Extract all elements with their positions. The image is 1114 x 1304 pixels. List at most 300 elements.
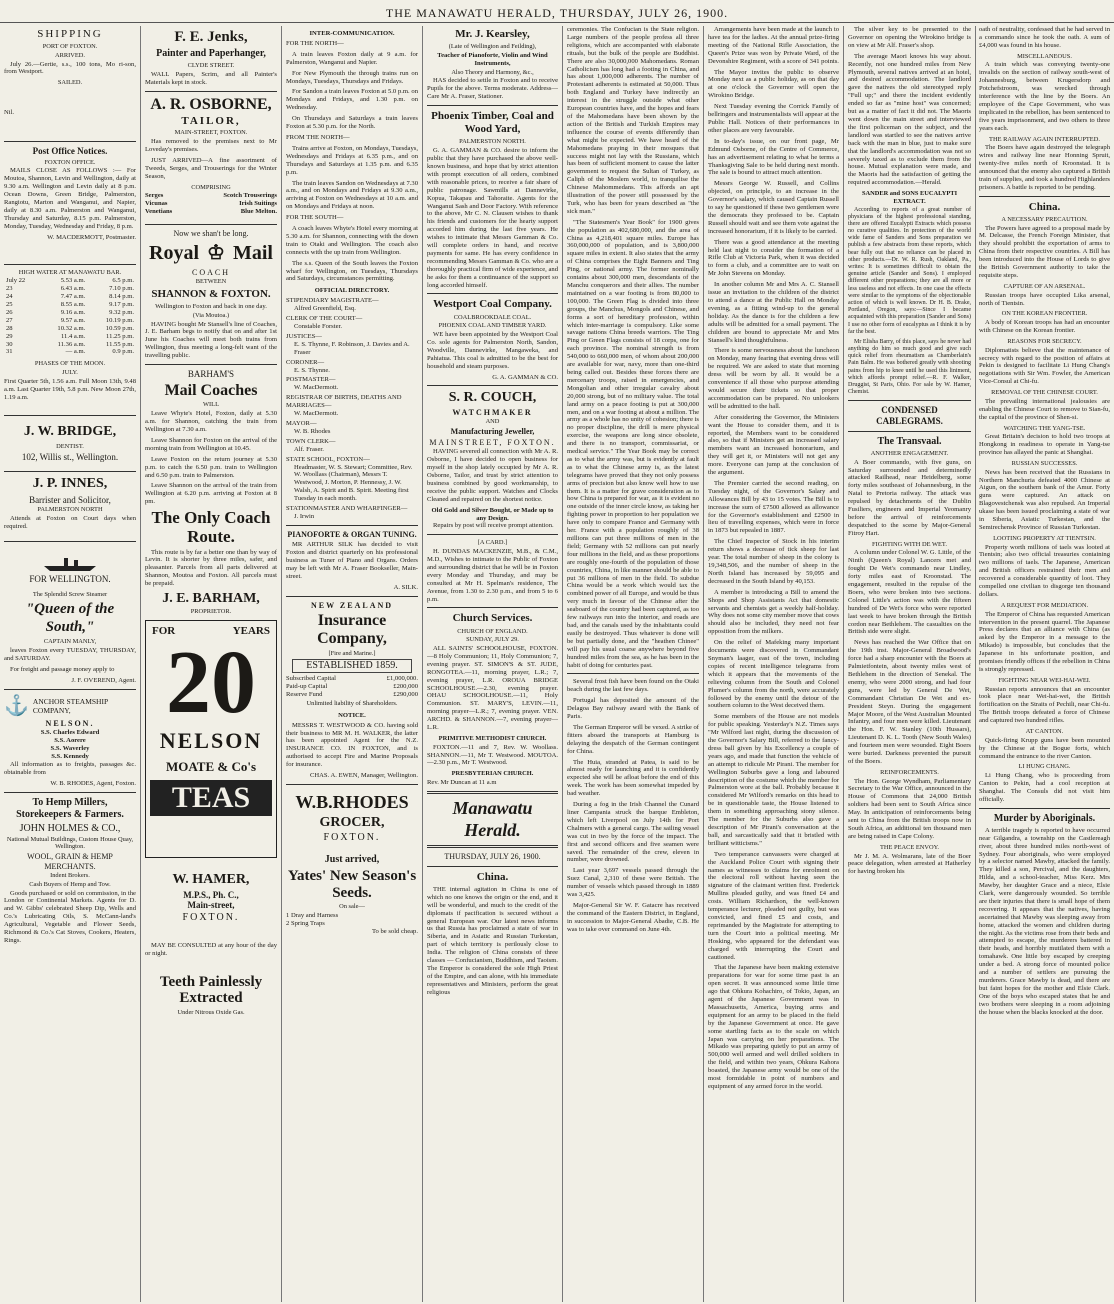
tide-table [4, 277, 136, 356]
tide-cell: 11.36 a.m. [57, 340, 86, 348]
wellington-heading: FOR WELLINGTON. [29, 573, 111, 584]
sale-item: 2 Spring Traps [286, 919, 325, 927]
tide-row [4, 277, 136, 285]
church-body: ALL SAINTS' SCHOOLHOUSE, FOXTON.—8 Holy Communion; 11, Holy Communion; 7, evening prayer. ST. SIMON'S & ST. JUDE, RONGOTEA.—11, morning prayer, L.R.; 7, evening prayer, L.R. OROUA BRIDGE SCHOOLHOUSE.—2.30, evening prayer. OHAU SCHOOLHOUSE.—11, Holy Communion. ST. MARY'S, LEVIN.—11, morning prayer—L.R.; 7, evening prayer. VEN. ARCHD. & SHANNON.—7, evening prayer—L.R. [427, 644, 558, 732]
moon-month: JULY. [62, 369, 78, 377]
frost-fish: Several frost fish have been found on the Otaki beach during the last few days. [567, 678, 699, 694]
li-hung-body: Li Hung Chang, who is proceeding from Canton to Pekin, had a cool reception at Shanghai. The Consuls did not visit him officially. [979, 772, 1110, 803]
arsenal: CAPTURE OF AN ARSENAL. [1003, 282, 1086, 290]
russian-body: News has been received that the Russians in Northern Manchuria defeated 4000 Chinese at Aigun, on the southern bank of the Amur. Forty guns were captured. An attack on Blagovestchensk was also repulsed. An Imperial ukase has been issued proclaiming a state of war in Siberia, Asiatic Turkestan, and the Semirechensk Province of Russian Turkestan. [979, 468, 1110, 531]
piano-sign: A. SILK. [393, 583, 418, 591]
fighting-de-wet: FIGHTING WITH DE WET. [872, 540, 947, 548]
c6-body-3: Next Tuesday evening the Corrick Family of bellringers and instrumentalists will appear at the Public Hall. Notices of their performances in other places are very favourable. [708, 103, 839, 134]
only-route-body: This route is by far a better one than by way of Levin. It is shorter by three miles, safer, and pleasanter. Parcels from all parts delivered at Shannon, Moutoa and Foxton. All parcels must be prepaid. [145, 548, 277, 588]
agent-1: J. F. OVEREND, Agent. [71, 676, 136, 684]
tide-cell: 26 [6, 308, 13, 316]
column-7 [848, 26, 971, 1302]
ship-name: S.S. Aorere [54, 737, 86, 745]
c5-body-2: "The Statesmen's Year Book" for 1900 gives the population as 402,680,000, and the area of China as 4,218,401 square miles. Europe has 360,000,000 of population, and is 3,800,000 square miles in extent. It also states that the army of China comprises the Eight Banners and Ting Ping, or national army. The former nominally contains about 300,000 men, descendants of the Manchu conquerors and their allies. The number maintained on a war footing is from 80,000 to 100,000. The Green Flag is divided into three groups, the Manchus, Mongols and Chinese, and forms a sort of hereditary profession, within which inter-marriage is compulsory. Like some savage nations China breeds warriors. The Ting Ping or Green Flags consists of 18 corps, one for each province. The nominal strength is from 540,000 to 660,000 men, of whom about 200,000 are available for war, navy, more than one-third being called out. Besides these forces there are mercenary troops, raised in emergencies, and Mongolian and other irregular cavalry about 20,000 strong, but of no military value. The total land army on a peace footing is put at 300,000 men, and on a war footing at about a million. The army as a whole has no unity of cohesion; there is no proper discipline, the drill is mere physical exercise, the weapons are long since obsolete, and there is no transport, commissariat, or medical service." The Year Book may be correct as to what the army was, but is evidently at fault as to what the Chinese army is, as the latest telegrams have proved that they not only possess arms of precision but also know well how to use them. It is a matter for grave consideration as to how China is prepared for war, as it is evident no one outside of the inner circle know, as taking her fighting power in proportion to her population we have only to compare France and Germany with her. France with a population roughly of 38 millions can put three millions of men in the field; Germany with 52 millions can put nearly four millions in the field, and as these proportions are roughly one-fourth of the population of those countries, China, in like manner should be able to put 36 millions of men in the field. To subdue China would be a work which would tax the combined power of all Europe, and would be thus very much in favour of the Chinese after the seaboard of the country had been captured, as too few railways run into the interior, and roads are bad, and the canals used by the inhabitants could easily be destroyed. Thus whatever is done will be but partially done, and the "heathen Chinee" will pay his usual coarse anywhere beyond five hundred miles from the sea, as he has been in the habit of doing for centuries past. [567, 218, 699, 669]
couch-name: S. R. COUCH, [448, 390, 537, 406]
tide-cell: 8.55 a.m. [60, 301, 86, 309]
captain: CAPTAIN MANLY, [43, 638, 97, 646]
tide-cell: 11.55 p.m. [106, 340, 134, 348]
nelson-heading: NELSON. [45, 718, 95, 728]
directory-label: POSTMASTER— [286, 376, 336, 384]
yangtse-body: Great Britain's decision to hold two troops at Hongkong in readiness to operate in Yang-tse province has allayed the panic at Shanghai. [979, 433, 1110, 457]
teeth-heading: Teeth Painlessly Extracted [159, 973, 263, 1007]
canton-body: Quick-firing Krupp guns have been mounted by the Chinese at the Bogue forts, which command the entrance to the river Canton. [979, 736, 1110, 760]
post-office-sub: FOXTON OFFICE. [44, 158, 96, 166]
north-4: On Thursdays and Saturdays a train leaves Foxton at 5.30 p.m. for the North. [286, 115, 418, 131]
port-heading: PORT OF FOXTON. [42, 43, 98, 51]
fog: During a fog in the Irish Channel the Cunard liner Campania struck the barque Embleton, which left Liverpool on July 14th for Port Chalmers with a general cargo. The sailing vessel was cut in two by the force of the impact. The first and second officers and five seamen were saved. The remainder of the crew, eleven in number, were drowned. [567, 801, 699, 864]
railway-body: The Boers have again destroyed the telegraph wires and railway line near Honning Spruit, twenty-five miles north of Kroonstad. It is announced that the enemy also captured a British train of supplies, and took a hundred Highlanders prisoners. A battle is reported to be pending. [979, 144, 1110, 191]
arrived-heading: ARRIVED. [55, 51, 85, 59]
insurance-company: Insurance Company, [317, 612, 387, 648]
moate-word: MOATE & Co's [165, 758, 257, 774]
yates-seeds: Yates' New Season's Seeds. [287, 868, 417, 901]
just-arrived: Just arrived, [324, 854, 380, 866]
osborne-body: Has removed to the premises next to Mr Loveday's premises. [145, 137, 277, 153]
agent-2: W. B. RHODES, Agent, Foxton. [50, 779, 136, 787]
tide-cell: 9.32 p.m. [109, 308, 134, 316]
column-8 [979, 26, 1110, 1302]
capital-value: Reserve Fund [286, 691, 323, 699]
directory-value: Constable Forster. [294, 323, 342, 330]
royal-word: Royal [149, 241, 199, 264]
capital-value: £290,000 [393, 691, 418, 699]
coach-word: COACH [191, 267, 230, 277]
russian-successes: RUSSIAN SUCCESSES. [1011, 459, 1078, 467]
kearsley-name: Mr. J. Kearsley, [455, 28, 530, 40]
couch-body: HAVING severed all connection with Mr A. R. Osborne, I have decided to open business for myself in the shop lately occupied by Mr A. R. Osborne, Tailor, and trust by strict attention to business combined by good workmanship, to receive the public support. Watches and Clocks Cleaned and repaired on the shortest notice. [427, 448, 558, 503]
sailed-text: Nil. [4, 109, 15, 117]
c6-body-8: There is some nervousness about the luncheon on Monday, many fearing that evening dress will be required. We are asked to state that morning dress will be worn by all. It would be a convenience if all those who purpose attending would secure their tickets so that proper accommodation can be prepared. No unlookers will be admitted to the hall. [708, 347, 839, 410]
tide-cell: 10.32 a.m. [57, 324, 86, 332]
column-6 [708, 26, 839, 1302]
coach-via-moutoa: (Via Moutoa.) [192, 311, 230, 319]
church-services-title: Church Services. [452, 612, 533, 625]
tide-cell: 27 [6, 316, 13, 324]
church-of-england: CHURCH OF ENGLAND. [457, 627, 528, 635]
hamer-address: Main-street, [187, 900, 235, 911]
north-2: For New Plymouth the through trains run on Mondays, Tuesdays, Thursdays and Fridays. [286, 69, 418, 85]
innes-name: J. P. INNES, [32, 475, 108, 491]
directory-value: Alfred Greenfield, Esq. [294, 305, 356, 313]
fabric-row [145, 192, 277, 200]
steamer-intro: The Splendid Screw Steamer [32, 590, 108, 598]
column-rule [703, 26, 704, 1302]
directory-label: STATE SCHOOL, FOXTON— [286, 455, 370, 463]
c7-body-2: The average Maori knows his way about. Recently, not one hundred miles from New Plymouth, several natives arrived at an hotel, and desired accommodation. The landlord gave the natives the old stereotyped reply "Full up;" and there the incident evidently ended so far as "mine host" was concerned; but as a matter of fact it did not. The Maoris went down the main street and interviewed the first policeman on the subject, and the landlord was startled to see the natives arrive back with the man in blue, just to make sure that the landlord's accommodation was not so severely taxed as to exclude them from the house. Mutual explanation were made, and the Maoris had the satisfaction of getting the required accommodation.—Herald. [848, 52, 971, 187]
tide-row [4, 333, 136, 341]
fabric-name: Scotch Trouserings [223, 192, 277, 200]
comprising: COMPRISING [191, 183, 231, 191]
column-3 [286, 26, 418, 1302]
tide-row [4, 325, 136, 333]
official-directory-title: OFFICIAL DIRECTORY. [314, 287, 390, 295]
coach-via: Wellington to Foxton and back in one day. [155, 302, 267, 310]
westport-sub: COALBROOKDALE COAL. [453, 313, 532, 321]
masthead: THE MANAWATU HERALD, THURSDAY, JULY 26, 1900. [0, 0, 1114, 23]
c6-body-12: A member is introducing a Bill to amend the Shops and Shop Assistants Act that domestic servants and chemists get a weekly half-holiday. Why does not some city member move that cows should also be included, they need not fear opposition from the milkers. [708, 588, 839, 636]
years-word: YEARS [232, 625, 270, 638]
column-5 [567, 26, 699, 1302]
directory-label: MAYOR— [286, 419, 317, 427]
capital-row [286, 683, 418, 691]
post-office-sign: W. MACDERMOTT, Postmaster. [47, 233, 136, 241]
column-2 [145, 26, 277, 1302]
portugal: Portugal has deposited the amount of the Delagoa Bay railway award with the Bank of Paris. [567, 697, 699, 721]
c6-body-5: Messrs George W. Russell, and Collins objected, on principle, to an increase in the Governor's salary, which caused Captain Russell to say he questioned if these two gentlemen were the democrats they professed to be. Captain Russell should wait and see them vote against the increased honorarium, if it is likely to be carried. [708, 180, 839, 235]
fabric-name: Irish Suitings [239, 200, 277, 208]
c5-body-1: ceremonies. The Confucian is the State religion. Large numbers of the people profess all three religions, which are accompanied with elaborate rituals, but the bulk of the people are Buddhist. There are also 30,000,000 Mahomedans. Roman Catholicism has long had a footing in China, and has about 1,000,000 adherents. The number of Protestant adherents is estimated at 50,000. Thus both England and Turkey have indirectly an interest in the struggle outside what other European countries have, and the hopes and fears of the Mahomedans have been shown by the action of the British and Turkish Empires may influence the course of events differently than what might be expected. We have heard of the Mahomedans praying in their mosques that success might not lay with the Russians, which has been of sufficient moment to cause the latter government to request the Sultan of Turkey, as Caliph of the Moslem world, to tranquilise the Chinese Mahommedans. This affords an apt illustration of the power still possessed by the Turk, who has been for years described as "the sick man." [567, 26, 699, 215]
fire-marine: [Fire and Marine.] [328, 649, 376, 657]
mail-coach-3: Leave Foxton on the return journey at 5.30 p.m. to catch the 6.50 p.m. train to Wellington and 6.50 p.m. train to Palmerston. [145, 455, 277, 479]
ship-icon [4, 556, 136, 574]
for-north: FOR THE NORTH— [286, 39, 344, 47]
transvaal-heading: The Transvaal. [877, 435, 942, 447]
hemp-title: To Hemp Millers, Storekeepers & Farmers. [16, 796, 124, 820]
barry-body: Mr Elisha Barry, of this place, says he never had anything do him so much good and give such quick relief from rheumatism as Chamberlain's Pain Balm. He was bothered greatly with shooting pains from hip to knee until he used this liniment, which affords prompt relief.—R. F. Walker, Druggist, St Paris, Ohio. For sale by W. Hamer, Chemist. [848, 338, 971, 396]
news-body: News has reached the War Office that on the 19th inst. Major-General Broadwood's force had a sharp encounter with the Boers at Palmietfontein, about twenty miles west of Bethlehem in the direction of Senekal. The enemy, who were 2000 strong, and had four guns, were led by General De Wet, Commandant Christian De Wet and ex-President Steyn. During the engagement Major Moore, of the West Australian Mounted Infantry, and four men were killed. Lieutenant the Hon. F. W. Stanley (10th Hussars), Lieutenant D. K. L. Tooth (New South Wales) and fourteen men were wounded. Eight Boers were buried. Darkness prevented the pursuit of the Boers. [848, 639, 971, 765]
tide-cell: 11.4 a.m. [60, 332, 86, 340]
manufacturing-jeweller: Manufacturing Jeweller, [450, 427, 535, 437]
shipping-heading: SHIPPING [37, 28, 103, 40]
crown-icon: ♔ [207, 241, 225, 264]
c6-body-9: After considering the Governor, the Ministers want the House to consider them, and it is reported, the Members want to be considered also, so that if Ministers get an increased salary members want an increased honorarium, and they will get it, or Ministers will not get any more. Everyone can jump at the conclusion of the argument. [708, 413, 839, 477]
freight-text: For freight and passage money apply to [10, 665, 115, 673]
on-sale: On sale— [339, 903, 365, 911]
mediation: A REQUEST FOR MEDIATION. [1000, 601, 1089, 609]
murder-body: A terrible tragedy is reported to have occurred near Gilgandra, a township on the Castlereagh river, about three hundred miles north-west of Sydney. Four aboriginals, who were employed by a selector named Mawby, attacked the family. They killed a son, Percival, and the daughters, Hilda, and a school-teacher, Miss Kerz. Mrs Mawby, her daughter Grace and a niece, Elsie Clark, were dangerously wounded. So terrible are their injuries that there is small hope of them recovering. It appears that the natives, having ascertained that Mawby was sleeping away from home, attacked the women and children during the night. As the victims rose from their beds and attempted to escape, the murderers battered in their heads, and horribly mutilated them with a tomahawk. One little boy escaped by creeping under a bed. A strong force of mounted police and a number of settlers are pursuing the murderers. Grace Mawby is dead, and there are but faint hopes for the mother and Elsie Clark. One of the boys who escaped states that he and two brothers were sleeping in a room adjoining the house when the blacks knocked at the door. [979, 826, 1110, 1016]
tide-cell: 25 [6, 301, 13, 309]
from-north-1: Trains arrive at Foxton, on Mondays, Tuesdays, Wednesdays and Fridays at 6.35 p.m., and on Thursdays and Saturdays at 1.35 p.m. and 6.35 p.m. [286, 144, 418, 176]
ship-name: S.S. Kennedy [51, 752, 89, 760]
mail-coaches: Mail Coaches [164, 381, 258, 399]
tailor-heading: TAILOR, [181, 115, 241, 128]
will: WILL [203, 401, 219, 409]
tide-row [4, 317, 136, 325]
innes-role: Barrister and Solicitor, [29, 494, 111, 505]
suez-vessels: Last year 3,697 vessels passed through the Suez Canal, 2,310 of these were British. The number of vessels which passed through in 1889 was 3,425. [567, 867, 699, 899]
from-north: FROM THE NORTH— [286, 133, 350, 141]
wei-hai-wei: FIGHTING NEAR WEI-HAI-WEI. [998, 676, 1091, 684]
sold-cheap: To be sold cheap. [371, 927, 418, 935]
directory-value: W. MacDermott. [294, 384, 339, 392]
precaution-body: The Powers have agreed to a proposal made by M. Delcasse, the French Foreign Minister, that they should prohibit the exportation of arms to China from their respective countries. A Bill has been introduced into the House of Lords to give the British Government authority to take the requisite steps. [979, 224, 1110, 279]
tide-cell: 29 [6, 332, 13, 340]
kearsley-role: Teacher of Pianoforte, Violin and Wind Instruments, [437, 51, 548, 67]
shannon-foxton: SHANNON & FOXTON. [151, 287, 271, 300]
arrived-text: July 26.—Gertie, s.s., 100 tons, Mo ri-son, from Westport. [4, 60, 136, 76]
tide-cell: 31 [6, 348, 13, 356]
tide-cell: 7.47 a.m. [60, 293, 86, 301]
mail-coach-1: Leave Whyte's Hotel, Foxton, daily at 5.30 a.m. for Shannon, catching the train from Wellington at 7.30 a.m. [145, 410, 277, 433]
sale-item: 1 Dray and Harness [286, 911, 339, 919]
anchor-company: ANCHOR STEAMSHIP COMPANY, [32, 696, 108, 715]
directory-value: W. MacDermott. [294, 410, 339, 418]
tide-row [4, 309, 136, 317]
official-directory [286, 297, 418, 521]
royal-mail [145, 239, 277, 267]
tide-row [4, 301, 136, 309]
c8-body-1: oath of neutrality, confessed that he had served in a commando since he took the oath. A sum of £4,000 was found in his house. [979, 26, 1110, 49]
directory-label: CLERK OF THE COURT— [286, 315, 363, 323]
peace-envoy: THE PEACE ENVOY. [880, 843, 939, 851]
holmes-name: JOHN HOLMES & CO., [19, 822, 121, 834]
moon-body: First Quarter 5th, 1.56 a.m. Full Moon 13th, 9.48 a.m. Last Quarter 19th, 5.8 p.m. New Moon 27th, 1.19 a.m. [4, 377, 136, 401]
tide-cell: 23 [6, 285, 13, 293]
proprietor: PROPRIETOR. [190, 608, 232, 616]
for-word: FOR [152, 625, 176, 638]
fabric-name: Blue Melton. [240, 208, 277, 215]
korean-frontier: ON THE KOREAN FRONTIER. [1001, 310, 1088, 318]
goods-text: Goods purchased or sold on commission, in the London or Continental Markets. Agents for D. and W. Gibbs' celebrated Sheep Dip, Wells and Co.'s Lubricating Oils, S. McCann-land's Agricultural, Vegetable and Flower Seeds, Richmond & Co.'s Cat Stoves, Cookers, Heaters, Rings. [4, 889, 136, 944]
tide-cell: 7.10 p.m. [109, 285, 134, 293]
innes-place: PALMERSTON NORTH [37, 506, 103, 514]
fabric-name: Venetians [145, 208, 173, 215]
german-emperor: The German Emperor will be vexed. A strike of fitters aboard the transports at Hamburg is delaying the despatch of the German contingent for China. [567, 723, 699, 755]
capital-row [286, 675, 418, 683]
osborne-name: A. R. OSBORNE, [150, 95, 272, 113]
phoenix-title: Phoenix Timber, Coal and Wood Yard, [431, 110, 554, 136]
ship-name: S.S. Waverley [50, 745, 90, 753]
fabric-list [145, 192, 277, 216]
murder-heading: Murder by Aboriginals. [993, 812, 1096, 824]
jenks-address: CLYDE STREET. [187, 62, 235, 69]
capital-value: £200,000 [393, 683, 418, 691]
tide-row [4, 348, 136, 356]
tide-row [4, 285, 136, 293]
north-1: A train leaves Foxton daily at 9 a.m. for Palmerston, Wanganui and Napier. [286, 50, 418, 66]
mail-coach-4: Leave Shannon on the arrival of the train from Wellington at 6.20 p.m. arriving at Foxton at 8 pm. [145, 482, 277, 506]
barham-title: BARHAM'S [187, 369, 235, 380]
tide-cell: July 22 [6, 277, 26, 285]
tide-title: HIGH WATER AT MANAWATU BAR. [18, 268, 122, 276]
tide-cell: 6.5 p.m. [112, 277, 134, 285]
huia: The Huia, stranded at Patea, is said to be almost ready for launching and it is confidently expected she will be afloat before the end of this week. The work has been somewhat impeded by bad weather. [567, 758, 699, 798]
directory-value: E. S. Thynne, F. Robinson, J. Davies and A. Fraser [294, 340, 410, 356]
osborne-arrived: JUST ARRIVED—A fine assortment of Tweeds, Serges, and Trouserings for the Winter Season, [145, 156, 277, 180]
kearsley-body: HAS decided to settle in Foxton and to receive Pupils for the above. Terms moderate. Address—Care Mr A. Fraser, Stationer. [427, 77, 558, 101]
ship-info: All information as to freights, passages &c. obtainable from [4, 760, 136, 776]
nelson-word: NELSON [159, 728, 263, 754]
column-rule [281, 26, 282, 1302]
tide-cell: 24 [6, 293, 13, 301]
c6-body-14: Some members of the House are not models for public speaking. Yesterday's N.Z. Times says "Mr Wilford last night, during the discussion of the Governor's Salary Bill, referred to the fancy-dress ball given by his Excellency a couple of years ago, and made that function the vehicle of an attempt to ridicule Mr Pirani. The member for Wellington Suburbs gave a long and laboured description of the costume which the member for Palmerston wore at the ball. Probably because it considered Mr Wilford's remarks on this head to be in questionable taste, the House listened to them in something approaching stony silence. The member for the Suburbs also gave a description of Mr Pirani's conversation at the ball, and sarcastically said that it bristled with brilliant witticisms." [708, 713, 839, 847]
notice-heading: NOTICE. [338, 711, 366, 719]
another-body: A Boer commando, with five guns, on Saturday surrounded and determinedly attacked Railhead, near Heidelberg, some forty miles southeast of Johannesburg, in the Natal to Pretoria railway. The attack was repulsed by detachments of the Dublin Fusiliers, engineers and Imperial Yeomanry before the arrival of reinforcements despatched to the scene by Major-General Fitroy Hart. [848, 458, 971, 537]
capital-value: £1,000,000. [386, 675, 418, 683]
shop-slogan: Now we shan't be long. [173, 228, 249, 238]
phoenix-body: G. A. GAMMAN & CO. desire to inform the public that they have purchased the above well-known business, and hope that by strict attention with prompt execution of all orders, combined with reasonable prices, to receive a fair share of public patronage. Sawmills at Dannevirke, Kopua, Takapau and Tahoraite. Agents for the Wanganui Sash and Door Factory. With reference to the above, Mr C. N. Clausen wishes to thank his friends and customers for the hearty support accorded him during the last five years. He wishes to intimate that Messrs Gamman & Co. will complete orders in hand, and receive payments for same. He has every confidence in recommending Messrs Gamman & Co. who are a thoroughly practical firm of wide experience, and he asks for them a continuance of the support so long accorded himself. [427, 147, 558, 289]
secrecy: REASONS FOR SECRECY. [1007, 337, 1082, 345]
jenks-role: Painter and Paperhanger, [156, 48, 266, 59]
mediation-body: The Emperor of China has requested American intervention in the present quarrel. The Japanese Press declares that an alliance with China (as asked by the Emperor in a message to the Mikado) is impossible, but concludes that the Japanese in his unfortunate position, and promises friendly offices if the rebellion in China is strongly repressed. [979, 610, 1110, 673]
herald-nameplate: Manawatu Herald. [452, 797, 533, 840]
presbyterian-body: Rev. Mr Duncan at 11 a.m [427, 779, 497, 787]
column-rule [562, 26, 563, 1302]
indent: Indent Brokers. [50, 872, 90, 880]
wool-heading: WOOL, GRAIN & HEMP MERCHANTS. [27, 851, 113, 871]
c6-body-4: In to-day's issue, on our front page, Mr Edmund Osborne, of the Centre of Commerce, has an advertisement relating to what he terms a Thanksgiving Sale to be held during next month. The sale is bound to attract much attention. [708, 137, 839, 177]
c6-body-16: That the Japanese have been making extensive preparations for war for some time past is an open secret. It was announced some little time ago that Ohkura Kohachiro, of Tokio, Japan, an agent of the Japanese Government was in Massachusetts, America, buying arms and equipment for an army to be placed in the field by the Japanese Government at once. He gave some startling facts as to the scale on which Japan was carrying on her preparations. The Mikado was preparing quietly to put an army of 500,000 well armed and well drilled soldiers in the field, and within two years, Ohkura Kahora boasted, the Japanese army would be one of the most formidable in point of numbers and equipment of any armed force in the world. [708, 964, 839, 1090]
unlimited: Unlimited liability of Shareholders. [306, 700, 398, 708]
yangtse: WATCHING THE YANG-TSE. [1003, 424, 1086, 432]
ship-list [4, 729, 136, 761]
post-office-body: MAILS CLOSE AS FOLLOWS :— For Moutoa, Shannon, Levin and Wellington, daily at 9.30 a.m. Wellington and Levin daily at 8 p.m. Ocean Downs, Green Bridge, Palmerston, Rangiotu, Marton and Wanganui, and Napier, daily at 8.30 a.m. Palmerston and Wanganui, Thursday and Saturday, 8.15 p.m. Palmerston, Monday, Tuesday, Wednesday and Friday, 8 p.m. [4, 167, 136, 230]
barham-name: J. E. BARHAM, [162, 591, 260, 607]
coach-body: HAVING bought Mr Stansell's line of Coaches, J. E. Barham begs to notify that on and after 1st June his Coaches will meet both trains from Wellington, thus meeting a long-felt want of the travelling public. [145, 320, 277, 360]
capital-value: Subscribed Capital [286, 675, 336, 683]
c6-body-10: The Premier carried the second reading, on Tuesday night, of the Governor's Salary and Allowances Bill by 43 to 15 votes. The Bill is to increase the sum of £7500 allowed as allowance for the Governor's establishment and £2500 in lieu of travelling expenses, which were in force in 1873 but repealed in 1887. [708, 479, 839, 535]
directory-value: Headmaster, W. S. Stewart; Committee, Rev. W. Woollass (Chairman), Messrs T. Westwood, J. Morton, P. Hennessy, J. W. Walsh, A. Spirit and B. Spirit. Meeting first Tuesday in each month. [294, 463, 413, 503]
secrecy-body: Diplomatists believe that the maintenance of secrecy with regard to the position of affairs at Pekin is designed to facilitate Li Hung Chang's negotiations with Sir Wm. Fowler, the American Vice-Consul at Chi-fu. [979, 346, 1110, 386]
tide-row [4, 293, 136, 301]
mail-coach-2: Leave Shannon for Foxton on the arrival of the morning train from Wellington at 10.45. [145, 436, 277, 452]
reinforcements: REINFORCEMENTS. [880, 768, 939, 776]
tide-cell: 6.43 a.m. [60, 285, 86, 293]
inter-communication-title: INTER-COMMUNICATION. [309, 30, 395, 37]
westport-sign: G. A. GAMMAN & CO. [492, 373, 558, 381]
anchor-block [4, 694, 136, 718]
sale-list [286, 912, 418, 928]
steamer-name: "Queen of the South," [25, 601, 115, 636]
directory-label: REGISTRAR OF BIRTHS, DEATHS AND MARRIAGES— [286, 394, 402, 410]
arsenal-body: Russian troops have occupied Lika arsenal, north of Tientsin. [979, 291, 1110, 307]
cash: Cash Buyers of Hemp and Tow. [29, 880, 111, 888]
innes-body: Attends at Foxton on Court days when required. [4, 515, 136, 530]
tide-cell: — a.m. [65, 348, 86, 356]
c6-body-1: Arrangements have been made at the launch to have tea for the ladies. At the annual prize-firing meeting of the National Rifle Association, the Queen's Prize was won by Private Ward, of the Devonshire Regiment, with a score of 341 points. [708, 26, 839, 65]
tide-cell: 30 [6, 340, 13, 348]
tide-cell: 9.16 a.m. [60, 308, 86, 316]
rhodes-name: W.B.RHODES [295, 792, 409, 812]
fabric-name: Vicunas [145, 200, 168, 208]
ship-name: S.S. Charles Edward [40, 729, 100, 737]
couch-address: MAINSTREET, FOXTON. [429, 437, 556, 447]
established: ESTABLISHED 1859. [292, 659, 412, 673]
li-hung-chang: LI HUNG CHANG. [1018, 763, 1071, 771]
westport-title: Westport Coal Company. [433, 298, 552, 311]
twenty-number: 20 [166, 633, 256, 733]
c6-body-2: The Mayor invites the public to observe Monday next as a public holiday, as on that day at one o'clock the Governor will open the Wirokino Bridge. [708, 68, 839, 100]
fabric-row [145, 208, 277, 216]
sanders-body: According to reports of a great number of physicians of the highest professional standing, there are offered Eucalypti Extracts which possess no curative qualities. In protection of the world wide fame of Sanders and Sons preparation we publish a few abstracts from these reports, which bear fully out that no reliance can be placed in other products.—Dr. W. R. Rush, Oakland, Pa., writes: It is sometimes difficult to obtain the genuine article (Sander and Sons). I employed different other preparations; they are all more or less useless and not effects. In one case the effects were similar to the symptoms of the objectionable action of which is well known. Dr H. B. Drake, Portland, Oregon, says:—Since I became acquainted with this preparation (Sander and Sons) I use no other form of eucalyptus as I think it is by far the best. [848, 206, 971, 335]
repair-text: Repairs by post will receive prompt attention. [433, 522, 554, 530]
miscellaneous: MISCELLANEOUS. [1017, 52, 1072, 60]
peace-body: Mr J. M. A. Wolmarans, late of the Boer peace delegation, when arrested at Hatherley for having broken his [848, 852, 971, 876]
c6-body-15: Two temperance canvassers were charged at the Auckland Police Court with signing their names as witnesses to claims for enrolment on the electoral roll without having seen the signature of the claimant written first. Frederick Mullins pleaded guilty, and was fined £4 and costs. William Richardson, the well-known temperance lecturer, pleaded not guilty, but was convicted, and fined £5 and costs, and reprimanded by the Magistrate for attempting to turn the Court into a political meeting. Mr Hosking, who appeared for the defendant was charged with interrupting the Court and cautioned. [708, 850, 839, 961]
china-leader-title: China. [476, 870, 509, 883]
c6-body-7: In another column Mr and Mrs A. C. Stansell issue an invitation to the children of the district to attend a dance at the Public Hall on Monday evening, as a fitting wind-up to the general holiday. As the dance is for the children a few adults will be admitted for a small payment. The children are bound to appreciate Mr and Mrs Stansell's kind thoughtfulness. [708, 281, 839, 344]
removal-body: The prevailing international jealousies are enabling the Chinese Court to remove to Sian-fu, the capital of the province of Shen-si. [979, 397, 1110, 421]
capital-value: Paid-up Capital [286, 683, 328, 691]
column-rule [975, 26, 976, 1302]
westport-body: WE have been appointed by the Westport Coal Co. sole agents for Palmerston North, Sandon, Woodville, Dannevirke, Mangaweka, and Pahiatua. This coal is admitted to be the best for household and steam purposes. [427, 331, 558, 370]
precaution: A NECESSARY PRECAUTION. [1001, 215, 1088, 223]
phoenix-place: PALMERSTON NORTH. [459, 138, 526, 146]
osborne-address: MAIN-STREET, FOXTON. [174, 129, 248, 137]
bridge-address: 102, Willis st., Wellington. [21, 451, 119, 462]
kearsley-also: Also Theory and Harmony, &c., [451, 68, 534, 76]
moon-title: PHASES OF THE MOON. [34, 360, 106, 368]
card-heading: [A CARD.] [477, 539, 508, 547]
fabric-row [145, 200, 277, 208]
primitive-heading: PRIMITIVE METHODIST CHURCH. [438, 734, 547, 742]
tide-cell: 9.57 a.m. [60, 316, 86, 324]
hamer-foxton: FOXTON. [182, 912, 240, 924]
c6-body-6: There was a good attendance at the meeting held last night to consider the formation of a Rifle Club at Victoria Park, when it was decided to form a club, and a committee are to wait on Mr John Stevens on Monday. [708, 238, 839, 278]
column-rule [140, 26, 141, 1302]
directory-value: W. B. Rhodes [294, 427, 331, 435]
steamer-body: leaves Foxton every TUESDAY, THURSDAY, and SATURDAY. [4, 647, 136, 662]
teas-word: TEAS [150, 780, 272, 816]
sanders-heading: SANDER and SONS EUCALYPTI EXTRACT. [861, 190, 958, 205]
sailed-heading: SAILED. [57, 79, 83, 87]
hamer-name: W. HAMER, [172, 872, 250, 888]
directory-label: STATIONMASTER AND WHARFINGER— [286, 505, 408, 513]
notice-sign: CHAS. A. EWEN, Manager, Wellington. [309, 772, 418, 780]
kearsley-sub: (Late of Wellington and Feilding), [448, 43, 537, 51]
another-engagement: ANOTHER ENGAGEMENT. [870, 449, 949, 457]
misc-body: A train which was conveying twenty-one invalids on the section of railway south-west of Johannesburg, between Krugersdorp and Potchefstroom, was wrecked through interference with the line by the Boers. An employee of the Cape Government, who was implicated in the rebellion, has been sentenced to five years imprisonment, and two others to three years each. [979, 61, 1110, 132]
old-gold: Old Gold and Silver Bought, or Made up to any Design. [431, 506, 554, 522]
rhodes-foxton: FOXTON. [323, 832, 381, 844]
china-leader-body: THE internal agitation in China is one of which no one knows the origin or the end, and it will be wonderful, and much to the credit of the diplomats if pacification is secured without a general European war. Our latest news informs us that Russia has proclaimed a state of war in Siberia, and in Asiatic and Russian Turkestan, part of which territory is perilously close to India. The religion of China consists of three classes — Confucianism, Buddhism, and Taoism. The Emperor is considered the sole High Priest of the Empire, and can alone, with his immediate representatives and Ministers, perform the great religious [427, 885, 558, 996]
for-south: FOR THE SOUTH— [286, 214, 344, 222]
tide-cell: 10.59 p.m. [105, 324, 134, 332]
capital-list [286, 675, 418, 699]
directory-label: TOWN CLERK— [286, 437, 336, 445]
notice-body: MESSRS T. WESTWOOD & CO. having sold their business to MR M. H. WALKER, the latter has been appointed Agent for the N.Z. INSURANCE CO. IN FOXTON, and is authorised to accept Fire and Marine Proposals for insurance. [286, 721, 418, 769]
herald-date: THURSDAY, JULY 26, 1900. [444, 852, 541, 862]
south-1: A coach leaves Whyte's Hotel every morning at 5.30 a.m. for Shannon, connecting with the down train to Otaki and Wellington. The coach also connects with the up train from Wellington. [286, 225, 418, 256]
removal: REMOVAL OF THE CHINESE COURT. [991, 389, 1098, 397]
only-coach-route: The Only Coach Route. [151, 508, 271, 546]
post-office-title: Post Office Notices. [32, 145, 108, 156]
piano-body: MR ARTHUR SILK has decided to visit Foxton and district quarterly on his professional business as Tuner of Piano and Organs. Orders may be left with Mr A. Fraser Bookseller, Main-street. [286, 541, 418, 581]
directory-label: CORONER— [286, 358, 325, 366]
tide-row [4, 341, 136, 349]
directory-value: E. S. Thynne. [294, 366, 330, 374]
tide-cell: 11.25 p.m. [106, 332, 134, 340]
tide-cell: 8.14 p.m. [109, 293, 134, 301]
china-heading: China. [1028, 200, 1061, 213]
c7-body-1: The silver key to be presented to the Governor on opening the Wirokino bridge is on view at Mr Alf. Fraser's shop. [848, 26, 971, 49]
watchmaker: WATCHMAKER [452, 407, 533, 417]
column-rule [422, 26, 423, 1302]
directory-label: STIPENDIARY MAGISTRATE— [286, 297, 379, 305]
south-2: The s.s. Queen of the South leaves the Foxton wharf for Wellington, on Tuesdays, Thursdays and Saturdays, circumstances permitting. [286, 259, 418, 283]
korean-body: A body of Korean troops has had an encounter with Chinese on the Korean frontier. [979, 319, 1110, 334]
column-1 [4, 26, 136, 1302]
bridge-name: J. W. BRIDGE, [23, 424, 117, 440]
grocer: GROCER, [319, 814, 385, 830]
jenks-name: F. E. Jenks, [174, 29, 248, 45]
westport-sub-2: PHOENIX COAL AND TIMBER YARD. [438, 322, 547, 330]
fighting-body: A column under Colonel W. G. Little, of the Ninth (Queen's Royal) Lancers met and fought De Wet's commando near Lindley, forty miles east of Kroonstad. The engagement, resulted in the repulse of the Boers, who were broken into two sections. Colonel Little's action was with the fifteen hundred of De Wet's force who were reported last week to have broken through the British cordon near Bethlehem. The casualties on the British side were slight. [848, 549, 971, 636]
capital-row [286, 691, 418, 699]
nz-heading: NEW ZEALAND [310, 600, 394, 610]
looting-body: Property worth millions of taels was looted at Tientsin; also two official treasuries containing two millions of taels. The Japanese, American and British officers restrained their men and recovered a considerable quantity of loot. They compelled one civilian to disgorge ten thousand dollars. [979, 543, 1110, 598]
reinforcements-body: The Hon. George Wyndham, Parliamentary Secretary to the War Office, announced in the House of Commons that 24,000 British soldiers had been sent to South Africa since May. In anticipation of reinforcements being sent to China from the British troops now in South Africa, an additional ten thousand men are being raised in Cape Colony. [848, 777, 971, 840]
bridge-role: DENTIST. [56, 443, 84, 451]
railway-interrupted: THE RAILWAY AGAIN INTERRUPTED. [989, 135, 1100, 143]
hamer-mps: M.P.S., Ph. C., [183, 889, 239, 900]
directory-label: JUSTICES— [286, 332, 322, 340]
